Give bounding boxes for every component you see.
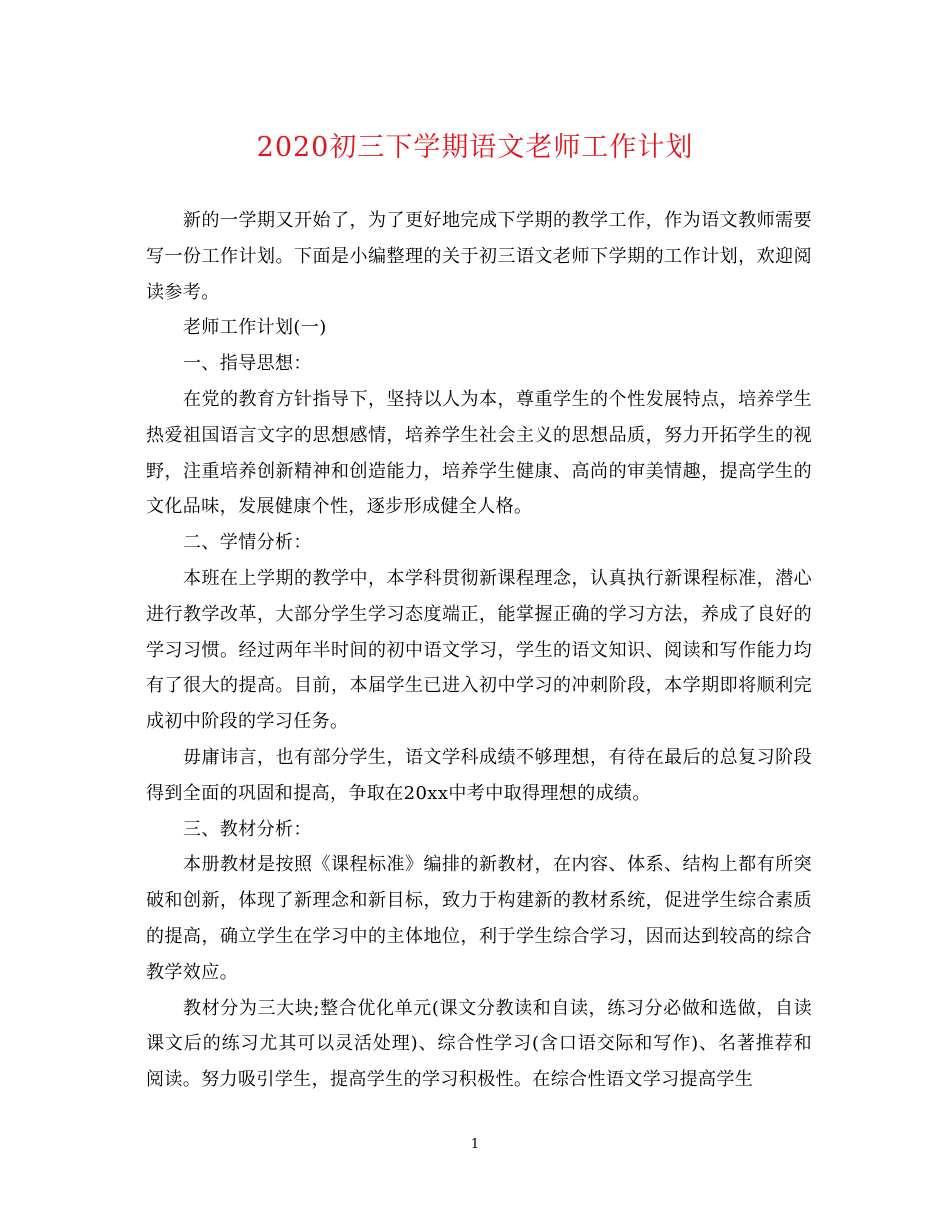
section-heading-guiding-ideology: 一、指导思想：: [183, 353, 312, 375]
guiding-ideology-paragraph: 在党的教育方针指导下，坚持以人为本，尊重学生的个性发展特点，培养学生热爱祖国语言文字的思想感情，培养学生社会主义的思想品质，努力开拓学生的视野，注重培养创新精神和创造能力，培养学生健康、高尚的审美情趣，提高学生的文化品味，发展健康个性，逐步形成健全人格。: [146, 388, 812, 518]
intro-paragraph: 新的一学期又开始了，为了更好地完成下学期的教学工作，作为语文教师需要写一份工作计划。下面是小编整理的关于初三语文老师下学期的工作计划，欢迎阅读参考。: [146, 210, 812, 303]
document-title: 2020初三下学期语文老师工作计划: [256, 132, 694, 163]
textbook-analysis-paragraph: 本册教材是按照《课程标准》编排的新教材，在内容、体系、结构上都有所突破和创新，体现了新理念和新目标，致力于构建新的教材系统，促进学生综合素质的提高，确立学生在学习中的主体地位，利于学生综合学习，因而达到较高的综合教学效应。: [146, 854, 812, 983]
section-heading-student-analysis: 二、学情分析：: [183, 532, 312, 554]
textbook-structure-paragraph: 教材分为三大块;整合优化单元(课文分教读和自读，练习分必做和选做，自读课文后的练习尤其可以灵活处理)、综合性学习(含口语交际和写作)、名著推荐和阅读。努力吸引学生，提高学生的学习积极性。在综合性语文学习提高学生: [146, 997, 812, 1091]
document-body: [146, 203, 812, 1098]
student-analysis-paragraph-2: 毋庸讳言，也有部分学生，语文学科成绩不够理想，有待在最后的总复习阶段得到全面的巩固和提高，争取在20xx中考中取得理想的成绩。: [146, 746, 812, 804]
section-heading-textbook-analysis: 三、教材分析：: [183, 818, 312, 840]
page-number: 1: [470, 1137, 480, 1152]
student-analysis-paragraph: 本班在上学期的教学中，本学科贯彻新课程理念，认真执行新课程标准，潜心进行教学改革，大部分学生学习态度端正，能掌握正确的学习方法，养成了良好的学习习惯。经过两年半时间的初中语文学习，学生的语文知识、阅读和写作能力均有了很大的提高。目前，本届学生已进入初中学习的冲刺阶段，本学期即将顺利完成初中阶段的学习任务。: [146, 567, 812, 733]
plan-heading: 老师工作计划(一): [183, 317, 327, 339]
